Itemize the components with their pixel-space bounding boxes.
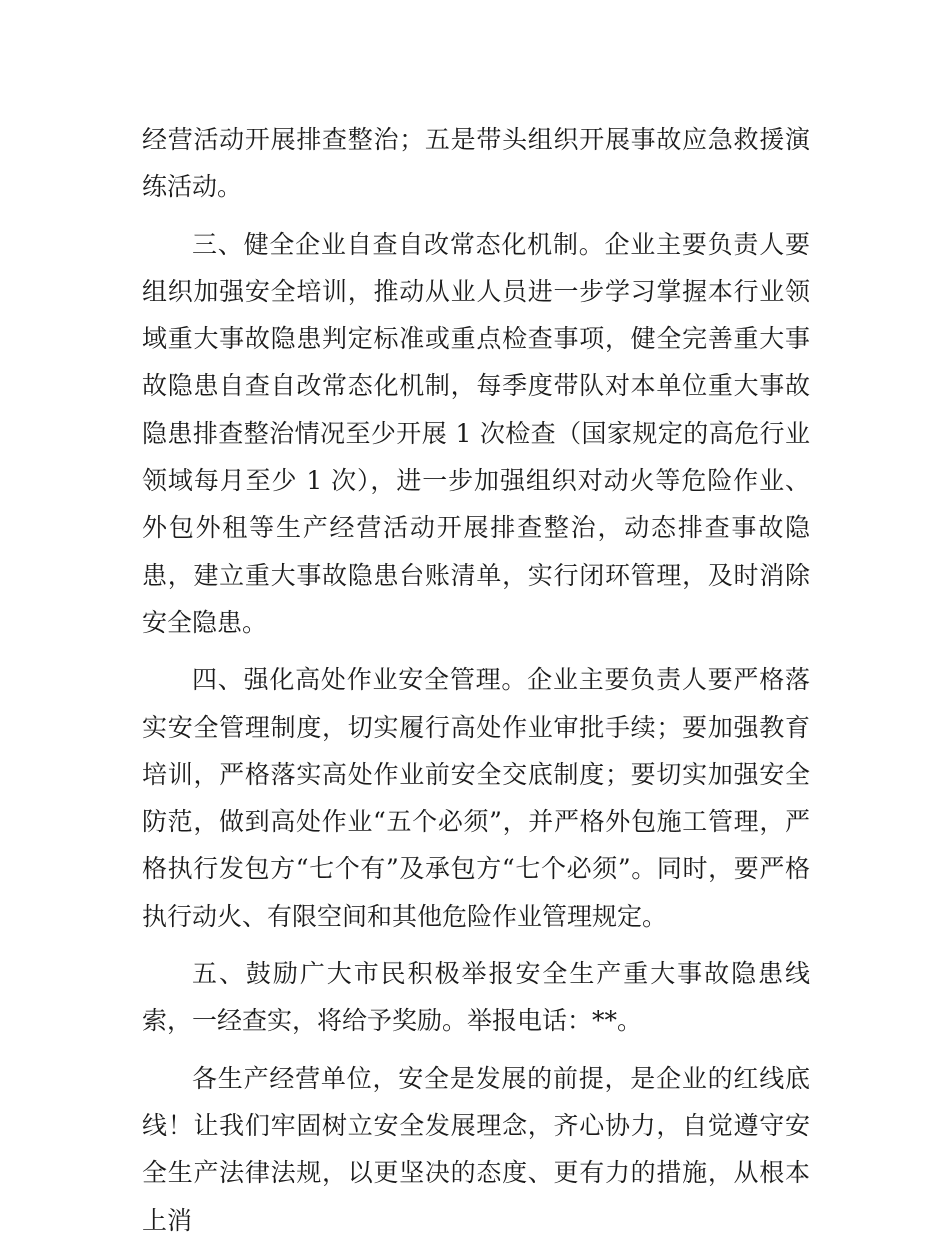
- paragraph-section-3: 三、健全企业自查自改常态化机制。企业主要负责人要组织加强安全培训，推动从业人员进一步学习掌握本行业领域重大事故隐患判定标准或重点检查事项，健全完善重大事故隐患自查自改常态化机制，每季度带队对本单位重大事故隐患排查整治情况至少开展 1 次检查（国家规定的高危行业领域每月至少 1 次），进一步加强组织对动火等危险作业、外包外租等生产经营活动开展排查整治，动态排查事故隐患，建立重大事故隐患台账清单，实行闭环管理，及时消除安全隐患。: [142, 229, 810, 637]
- paragraph-section-4: 四、强化高处作业安全管理。企业主要负责人要严格落实安全管理制度，切实履行高处作业审批手续；要加强教育培训，严格落实高处作业前安全交底制度；要切实加强安全防范，做到高处作业“五个必须”，并严格外包施工管理，严格执行发包方“七个有”及承包方“七个必须”。同时，要严格执行动火、有限空间和其他危险作业管理规定。: [142, 665, 810, 931]
- paragraph-section-5: 五、鼓励广大市民积极举报安全生产重大事故隐患线索，一经查实，将给予奖励。举报电话：**。: [142, 959, 810, 1036]
- paragraph-closing: 各生产经营单位，安全是发展的前提，是企业的红线底线！让我们牢固树立安全发展理念，齐心协力，自觉遵守安全生产法律法规，以更坚决的态度、更有力的措施，从根本上消: [142, 1063, 810, 1235]
- document-body: [142, 116, 810, 1244]
- paragraph-continuation: 经营活动开展排查整治；五是带头组织开展事故应急救援演练活动。: [142, 125, 810, 202]
